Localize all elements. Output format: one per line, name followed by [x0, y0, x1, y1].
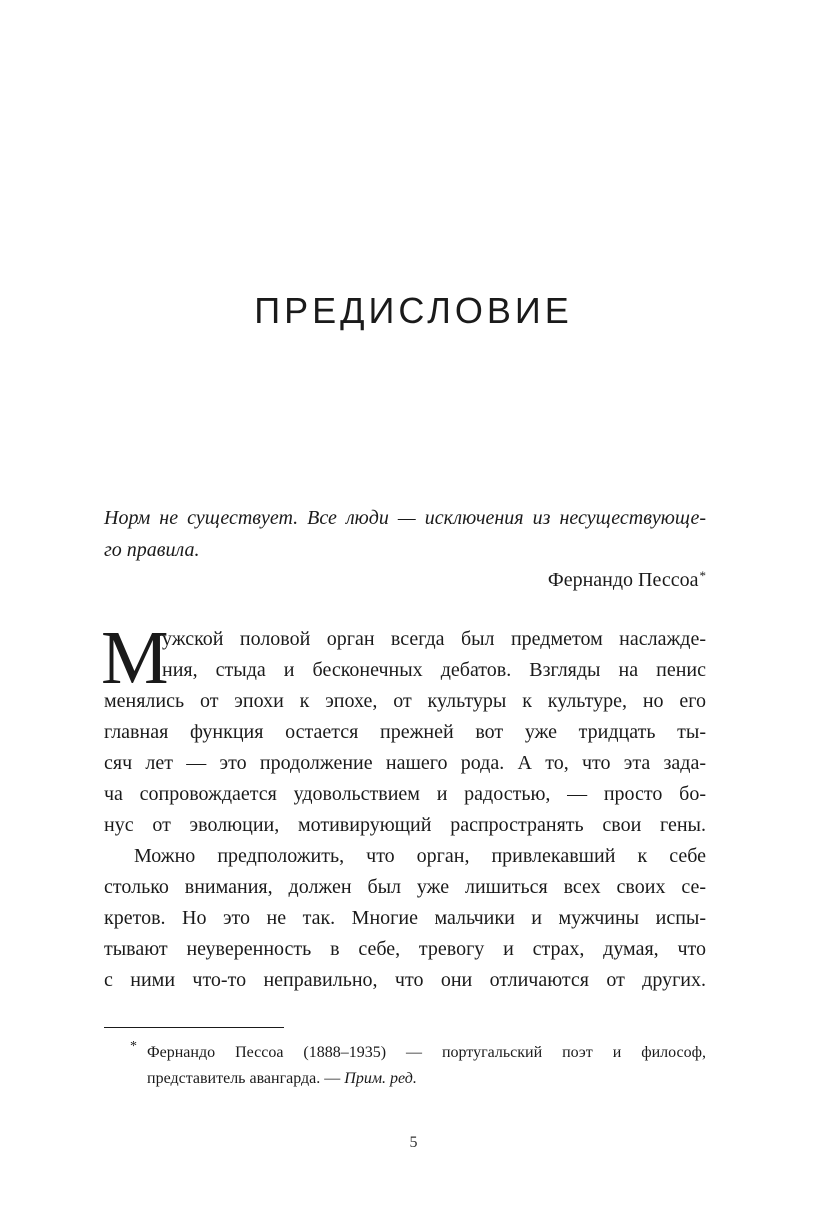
- paragraph-2-line: столько внимания, должен был уже лишиться всех своих се-: [104, 876, 706, 898]
- paragraph-1-line: ужской половой орган всегда был предметом наслажде-: [162, 628, 706, 650]
- paragraph-1-line: менялись от эпохи к эпохе, от культуры к культуре, но его: [104, 690, 706, 712]
- paragraph-2-line: с ними что-то неправильно, что они отличаются от других.: [104, 969, 706, 991]
- footnote-reference: *: [699, 568, 706, 583]
- paragraph-1-line: ния, стыда и бесконечных дебатов. Взгляды на пенис: [162, 659, 706, 681]
- paragraph-1-line: нус от эволюции, мотивирующий распространять свои гены.: [104, 814, 706, 836]
- footnote-line-1: Фернандо Пессоа (1888–1935) — португальский поэт и философ,: [147, 1044, 706, 1061]
- paragraph-2-line: Можно предположить, что орган, привлекавший к себе: [134, 845, 706, 867]
- footnote-text: представитель авангарда. —: [147, 1070, 345, 1087]
- editor-note: Прим. ред.: [344, 1070, 417, 1087]
- chapter-title: ПРЕДИСЛОВИЕ: [254, 290, 573, 331]
- footnote-separator: [104, 1027, 284, 1028]
- page-number: 5: [409, 1134, 418, 1151]
- epigraph-attribution: [548, 564, 706, 598]
- paragraph-1-line: главная функция остается прежней вот уже тридцать ты-: [104, 721, 706, 743]
- epigraph-author: Фернандо Пессоа: [547, 569, 699, 591]
- paragraph-2-line: тывают неуверенность в себе, тревогу и страх, думая, что: [104, 938, 706, 960]
- paragraph-1-line: ча сопровождается удовольствием и радостью, — просто бо-: [104, 783, 706, 805]
- footnote-line-2: [147, 1066, 706, 1092]
- drop-cap: М: [101, 616, 169, 700]
- epigraph-line-2: го правила.: [104, 539, 200, 561]
- footnote-mark: *: [130, 1039, 137, 1054]
- paragraph-1-line: сяч лет — это продолжение нашего рода. А то, что эта зада-: [104, 752, 706, 774]
- paragraph-2-line: кретов. Но это не так. Многие мальчики и мужчины испы-: [104, 907, 706, 929]
- epigraph-line-1: Норм не существует. Все люди — исключения из несуществующе-: [104, 507, 706, 529]
